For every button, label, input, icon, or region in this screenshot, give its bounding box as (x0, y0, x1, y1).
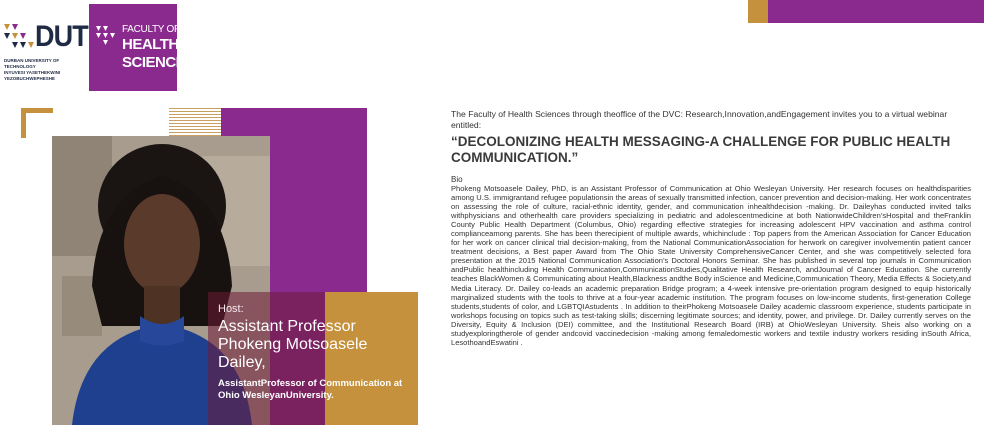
host-role: AssistantProfessor of Communication at Ohio WesleyanUniversity. (218, 378, 403, 401)
faculty-logo-mark-icon (96, 24, 118, 46)
header-purple-bar (768, 0, 984, 23)
faculty-logo-line1: FACULTY OF (122, 24, 180, 35)
gold-corner-horizontal (21, 108, 53, 113)
dut-logo-text: DUT (35, 20, 88, 53)
faculty-logo-line3: SCIENCES (122, 54, 195, 71)
webinar-title: “DECOLONIZING HEALTH MESSAGING-A CHALLENGE FOR PUBLIC HEALTH COMMUNICATION.” (451, 134, 951, 165)
intro-text: The Faculty of Health Sciences through theoffice of the DVC: Research,Innovation,andEngagement invites you to a virtual webinar entitled: (451, 109, 948, 130)
header-gold-bar (748, 0, 768, 23)
dut-logo-mark-icon (4, 20, 34, 52)
faculty-logo-line2: HEALTH (122, 36, 179, 53)
dut-logo-subtitle: DURBAN UNIVERSITY OF TECHNOLOGY INYUVESI YASETHEKWINI YEZOBUCHWEPHESHE (4, 58, 61, 81)
bio-text: Phokeng Motsoasele Dailey, PhD, is an Assistant Professor of Communication at Ohio Wesleyan University. Her research focuses on healthdisparities among U.S. immigrantand refugee populationsin the areas of sexually transmitted infection, cancer prevention and decision-making. Her work concentrates on assessing the role of culture, racial-ethnic identity, gender, and communication inhealthdecision -making. Dr. Daileyhas conducted invited talks withphysicians and otherhealth care providers specializing in pediatric and adolescentmedicine at both NationwideChildren’sHospital and theFranklin County Public Health Department (Columbus, Ohio) regarding effective strategies for increasing adolescent HPV vaccination and asthma control complianceamong parents. She has been therecipient of multiple awards, whichinclude : Top papers from the American Association for Cancer Education for her work on cancer clinical trial decision-making, from the National CommunicationAssociation for herwork on caregiver involvementin patient cancer treatment decisions, a Best paper Award from The Ohio State University ComprehensiveCancer Center, and she was competitively selected fora presentation at the 2015 National Communication Association’s Doctoral Honors Seminar. She has published in several top journals in Communication andPublic healthincluding Health Communication,CommunicationStudies,Qualitative Health Research, andJournal of Cancer Education. She currently teaches BlackWomen & Communicating about Health,Blackness andthe Body inScience and Medicine,Communication Theory, Media Effects & Society,and Media Literacy. Dr. Dailey co-leads an academic preparation Bridge program; a 4-week intensive pre-orientation program designed to equip historically marginalized students with the tools to thrive at a four-year academic institution. The program focuses on low-income students, first-generation College students,students of color, and LGBTQIAstudents . In addition to theirPhokeng Motsoasele Dailey academic classroom experience, students participate in workshops focusing on topics such as test-taking skills; discerning legitimate sources; and identity, power, and privilege. Dr. Dailey currently serves on the Diversity, Equity & Inclusion (DEI) committee, and the Institutional Research Board (IRB) at OhioWesleyan University. Sheis also working on a studyexploringtherole of gender andcovid vaccinedecision -making among femaledomestic workers and textile industry workers residing inSouth Africa, LesothoandEswatini . (451, 184, 971, 347)
host-name: Assistant Professor Phokeng Motsoasele Dailey, (218, 318, 368, 371)
bio-label: Bio (451, 175, 463, 184)
host-label: Host: (218, 303, 244, 315)
decorative-stripes (169, 108, 221, 138)
